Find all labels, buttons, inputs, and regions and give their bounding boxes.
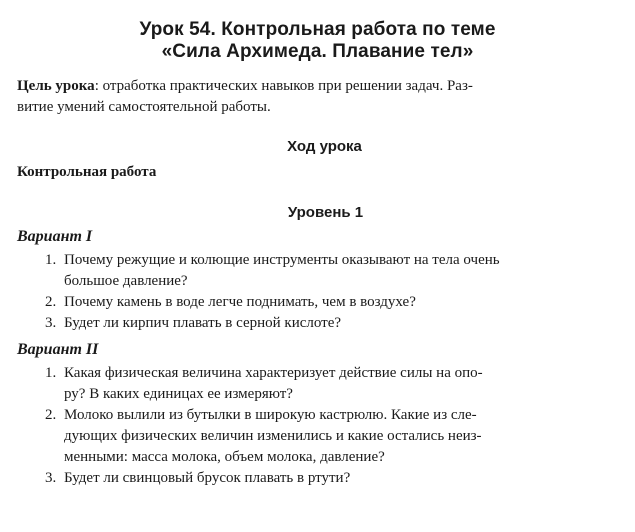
variant-2-question-1-line-2: ру? В каких единицах ее измеряют? [64,386,293,402]
level-heading: Уровень 1 [287,204,364,221]
variant-1-question-2-number: 2. [45,294,57,310]
lesson-goal-text: : отработка практических навыков при решении задач. Раз- [94,78,473,94]
variant-1-question-3-line-1: Будет ли кирпич плавать в серной кислоте? [64,315,342,331]
variant-2-question-2-number: 2. [45,407,57,423]
lesson-goal-line-1 [17,76,607,97]
variant-2-question-3-number: 3. [45,470,57,486]
lesson-title-line-1: Урок 54. Контрольная работа по теме [139,19,496,40]
variant-1-question-1-line-2: большое давление? [64,273,188,289]
variant-2-question-2-line-3: менными: масса молока, объем молока, давление? [64,449,385,465]
lesson-title-line-2: «Сила Архимеда. Плавание тел» [161,41,474,62]
variant-1-question-1-line-1: Почему режущие и колющие инструменты оказывают на тела очень [64,252,500,268]
variant-1-question-3-number: 3. [45,315,57,331]
variant-2-question-2-line-2: дующих физических величин изменились и какие остались неиз- [64,428,482,444]
variant-2-question-3-line-1: Будет ли свинцовый брусок плавать в ртути? [64,470,351,486]
test-section-heading: Контрольная работа [17,164,157,180]
lesson-goal-label: Цель урока [17,78,95,94]
lesson-goal-line-2: витие умений самостоятельной работы. [17,99,271,115]
lesson-progress-heading: Ход урока [287,138,362,155]
variant-2-question-1-number: 1. [45,365,57,381]
variant-2-title: Вариант II [17,341,99,358]
variant-2-question-2-line-1: Молоко вылили из бутылки в широкую кастрюлю. Какие из сле- [64,407,477,423]
variant-2-question-1-line-1: Какая физическая величина характеризует действие силы на опо- [64,365,483,381]
variant-1-title: Вариант I [17,228,93,245]
variant-1-question-1-number: 1. [45,252,57,268]
variant-1-question-2-line-1: Почему камень в воде легче поднимать, чем в воздухе? [64,294,416,310]
